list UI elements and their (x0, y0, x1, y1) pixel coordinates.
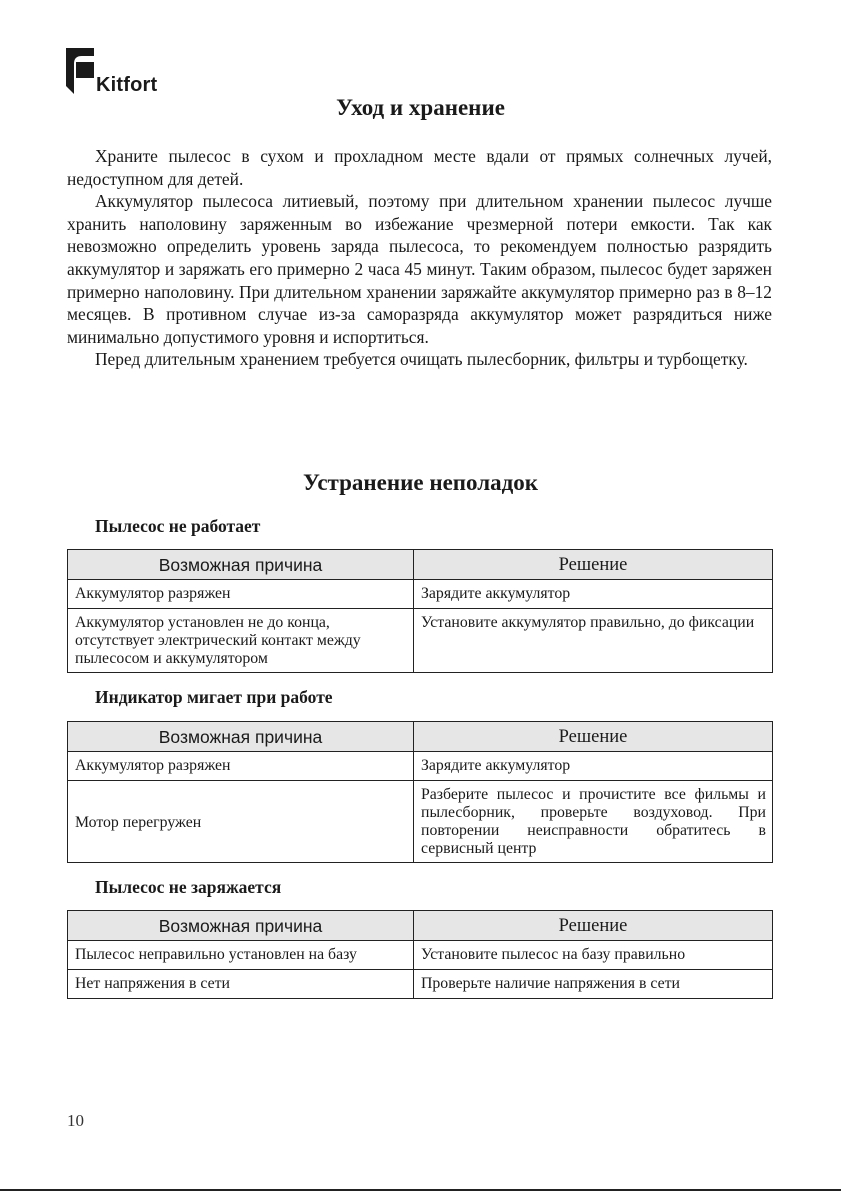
table-row (68, 752, 773, 781)
cause-cell: Аккумулятор разряжен (68, 580, 414, 609)
col-header-solution: Решение (414, 911, 773, 941)
troubleshooting-table (67, 910, 773, 999)
cause-cell: Пылесос неправильно установлен на базу (68, 941, 414, 970)
care-paragraph: Храните пылесос в сухом и прохладном месте вдали от прямых солнечных лучей, недоступном для детей. (67, 146, 772, 189)
col-header-solution: Решение (414, 722, 773, 752)
solution-cell: Зарядите аккумулятор (414, 752, 773, 781)
table-header-row (68, 722, 773, 752)
col-header-solution: Решение (414, 550, 773, 580)
page-number: 10 (67, 1111, 84, 1130)
table-row (68, 970, 773, 999)
solution-cell: Установите аккумулятор правильно, до фиксации (414, 609, 773, 673)
solution-cell: Зарядите аккумулятор (414, 580, 773, 609)
solution-cell: Установите пылесос на базу правильно (414, 941, 773, 970)
solution-cell: Проверьте наличие напряжения в сети (414, 970, 773, 999)
col-header-cause: Возможная причина (68, 722, 414, 752)
section-heading: Индикатор мигает при работе (95, 687, 333, 707)
cause-cell: Аккумулятор установлен не до конца, отсутствует электрический контакт между пылесосом и аккумулятором (68, 609, 414, 673)
troubleshooting-title: Устранение неполадок (302, 470, 539, 495)
brand-logo (66, 48, 176, 98)
troubleshooting-table (67, 549, 773, 673)
brand-name: Kitfort (96, 74, 158, 96)
cause-cell: Аккумулятор разряжен (68, 752, 414, 781)
troubleshooting-table (67, 721, 773, 863)
kitfort-logo-icon (66, 48, 94, 94)
section-heading: Пылесос не работает (95, 516, 261, 536)
solution-cell: Разберите пылесос и прочистите все фильмы и пылесборник, проверьте воздуховод. При повторении неисправности обратитесь в сервисный центр (414, 781, 773, 863)
section-heading: Пылесос не заряжается (95, 877, 282, 897)
table-row (68, 609, 773, 673)
table-header-row (68, 911, 773, 941)
care-title: Уход и хранение (336, 95, 505, 120)
table-row (68, 580, 773, 609)
table-row (68, 781, 773, 863)
cause-cell: Мотор перегружен (68, 781, 414, 863)
col-header-cause: Возможная причина (68, 911, 414, 941)
table-row (68, 941, 773, 970)
care-text (67, 145, 772, 371)
cause-cell: Нет напряжения в сети (68, 970, 414, 999)
col-header-cause: Возможная причина (68, 550, 414, 580)
care-paragraph: Перед длительным хранением требуется очищать пылесборник, фильтры и турбощетку. (95, 349, 748, 370)
table-header-row (68, 550, 773, 580)
care-paragraph: Аккумулятор пылесоса литиевый, поэтому при длительном хранении пылесос лучше хранить наполовину заряженным во избежание чрезмерной потери емкости. Так как невозможно определить уровень заряда пылесоса, то рекомендуем полностью разрядить аккумулятор и заряжать его примерно 2 часа 45 минут. Таким образом, пылесос будет заряжен примерно наполовину. При длительном хранении заряжайте аккумулятор примерно раз в 8–12 месяцев. В противном случае из-за саморазряда аккумулятор может разрядиться ниже минимально допустимого уровня и испортиться. (67, 191, 772, 347)
